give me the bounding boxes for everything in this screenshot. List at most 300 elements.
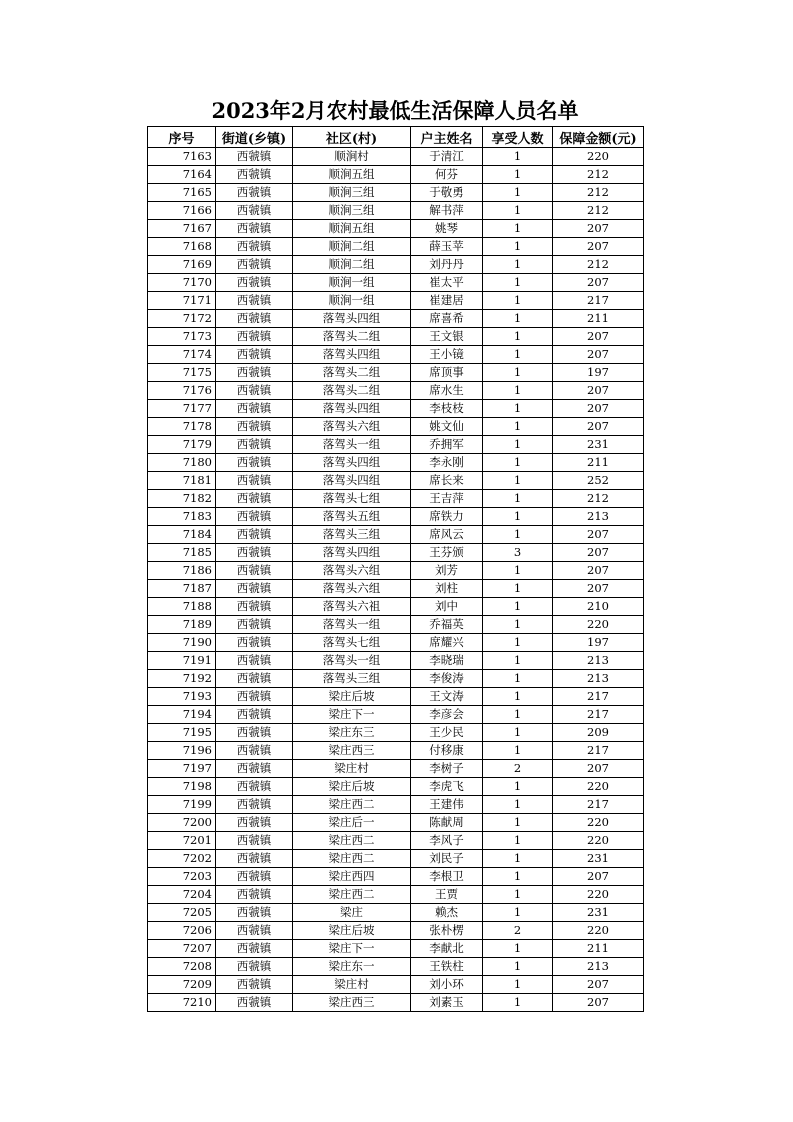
cell-householder: 李虎飞 bbox=[411, 778, 483, 796]
cell-community: 落驾头六组 bbox=[293, 418, 411, 436]
cell-householder: 王建伟 bbox=[411, 796, 483, 814]
cell-householder: 席风云 bbox=[411, 526, 483, 544]
cell-amount: 231 bbox=[553, 850, 644, 868]
cell-householder: 王文涛 bbox=[411, 688, 483, 706]
cell-householder: 解书萍 bbox=[411, 202, 483, 220]
cell-serial: 7169 bbox=[148, 256, 216, 274]
cell-serial: 7183 bbox=[148, 508, 216, 526]
cell-community: 梁庄西三 bbox=[293, 994, 411, 1012]
cell-serial: 7206 bbox=[148, 922, 216, 940]
table-row bbox=[148, 454, 644, 472]
cell-serial: 7189 bbox=[148, 616, 216, 634]
table-row bbox=[148, 544, 644, 562]
table-row bbox=[148, 580, 644, 598]
cell-community: 梁庄西二 bbox=[293, 850, 411, 868]
cell-amount: 213 bbox=[553, 958, 644, 976]
cell-amount: 207 bbox=[553, 544, 644, 562]
cell-householder: 李枝枝 bbox=[411, 400, 483, 418]
cell-amount: 211 bbox=[553, 454, 644, 472]
cell-street: 西虢镇 bbox=[216, 958, 293, 976]
cell-persons: 1 bbox=[483, 634, 553, 652]
cell-householder: 张朴楞 bbox=[411, 922, 483, 940]
cell-persons: 1 bbox=[483, 778, 553, 796]
cell-serial: 7187 bbox=[148, 580, 216, 598]
cell-persons: 1 bbox=[483, 436, 553, 454]
cell-street: 西虢镇 bbox=[216, 688, 293, 706]
cell-serial: 7188 bbox=[148, 598, 216, 616]
cell-serial: 7198 bbox=[148, 778, 216, 796]
table-row bbox=[148, 310, 644, 328]
cell-amount: 217 bbox=[553, 292, 644, 310]
cell-persons: 1 bbox=[483, 724, 553, 742]
cell-community: 梁庄后一 bbox=[293, 814, 411, 832]
cell-householder: 刘柱 bbox=[411, 580, 483, 598]
cell-serial: 7179 bbox=[148, 436, 216, 454]
cell-community: 落驾头四组 bbox=[293, 544, 411, 562]
cell-amount: 207 bbox=[553, 346, 644, 364]
cell-community: 落驾头四组 bbox=[293, 400, 411, 418]
header-row bbox=[148, 127, 644, 148]
cell-street: 西虢镇 bbox=[216, 526, 293, 544]
cell-serial: 7192 bbox=[148, 670, 216, 688]
cell-householder: 于敬勇 bbox=[411, 184, 483, 202]
cell-amount: 207 bbox=[553, 868, 644, 886]
cell-amount: 207 bbox=[553, 562, 644, 580]
cell-householder: 李根卫 bbox=[411, 868, 483, 886]
cell-serial: 7201 bbox=[148, 832, 216, 850]
cell-street: 西虢镇 bbox=[216, 202, 293, 220]
cell-serial: 7164 bbox=[148, 166, 216, 184]
table-row bbox=[148, 220, 644, 238]
cell-amount: 231 bbox=[553, 904, 644, 922]
cell-householder: 席喜希 bbox=[411, 310, 483, 328]
cell-street: 西虢镇 bbox=[216, 148, 293, 166]
cell-serial: 7205 bbox=[148, 904, 216, 922]
header-community: 社区(村) bbox=[293, 127, 411, 148]
cell-serial: 7184 bbox=[148, 526, 216, 544]
cell-amount: 207 bbox=[553, 976, 644, 994]
cell-persons: 1 bbox=[483, 706, 553, 724]
cell-street: 西虢镇 bbox=[216, 490, 293, 508]
cell-community: 顺涧二组 bbox=[293, 256, 411, 274]
table-row bbox=[148, 202, 644, 220]
cell-householder: 刘芳 bbox=[411, 562, 483, 580]
cell-amount: 207 bbox=[553, 382, 644, 400]
cell-serial: 7174 bbox=[148, 346, 216, 364]
cell-serial: 7199 bbox=[148, 796, 216, 814]
table-row bbox=[148, 382, 644, 400]
table-row bbox=[148, 724, 644, 742]
table-row bbox=[148, 940, 644, 958]
cell-street: 西虢镇 bbox=[216, 760, 293, 778]
cell-street: 西虢镇 bbox=[216, 436, 293, 454]
cell-amount: 213 bbox=[553, 670, 644, 688]
cell-street: 西虢镇 bbox=[216, 184, 293, 202]
cell-persons: 1 bbox=[483, 328, 553, 346]
roster-body bbox=[148, 148, 644, 1012]
table-row bbox=[148, 472, 644, 490]
cell-persons: 1 bbox=[483, 616, 553, 634]
cell-serial: 7173 bbox=[148, 328, 216, 346]
roster-table bbox=[147, 126, 644, 1012]
cell-serial: 7166 bbox=[148, 202, 216, 220]
cell-householder: 赖杰 bbox=[411, 904, 483, 922]
cell-householder: 刘中 bbox=[411, 598, 483, 616]
cell-householder: 李晓瑞 bbox=[411, 652, 483, 670]
cell-street: 西虢镇 bbox=[216, 706, 293, 724]
table-row bbox=[148, 238, 644, 256]
cell-householder: 乔福英 bbox=[411, 616, 483, 634]
cell-street: 西虢镇 bbox=[216, 868, 293, 886]
table-row bbox=[148, 850, 644, 868]
table-row bbox=[148, 904, 644, 922]
cell-persons: 1 bbox=[483, 490, 553, 508]
cell-amount: 207 bbox=[553, 418, 644, 436]
cell-persons: 1 bbox=[483, 652, 553, 670]
cell-street: 西虢镇 bbox=[216, 994, 293, 1012]
cell-householder: 席水生 bbox=[411, 382, 483, 400]
cell-street: 西虢镇 bbox=[216, 922, 293, 940]
table-row bbox=[148, 778, 644, 796]
cell-householder: 姚琴 bbox=[411, 220, 483, 238]
cell-amount: 207 bbox=[553, 994, 644, 1012]
cell-amount: 220 bbox=[553, 778, 644, 796]
cell-community: 落驾头一组 bbox=[293, 652, 411, 670]
cell-amount: 207 bbox=[553, 526, 644, 544]
cell-householder: 李彦会 bbox=[411, 706, 483, 724]
table-row bbox=[148, 256, 644, 274]
cell-amount: 211 bbox=[553, 310, 644, 328]
cell-street: 西虢镇 bbox=[216, 670, 293, 688]
cell-street: 西虢镇 bbox=[216, 310, 293, 328]
cell-householder: 李风子 bbox=[411, 832, 483, 850]
cell-amount: 212 bbox=[553, 490, 644, 508]
cell-householder: 何芬 bbox=[411, 166, 483, 184]
table-row bbox=[148, 688, 644, 706]
cell-serial: 7203 bbox=[148, 868, 216, 886]
cell-amount: 211 bbox=[553, 940, 644, 958]
cell-community: 落驾头七组 bbox=[293, 490, 411, 508]
cell-householder: 李俊涛 bbox=[411, 670, 483, 688]
table-row bbox=[148, 976, 644, 994]
cell-community: 顺涧三组 bbox=[293, 202, 411, 220]
cell-persons: 1 bbox=[483, 958, 553, 976]
cell-householder: 王文银 bbox=[411, 328, 483, 346]
table-row bbox=[148, 634, 644, 652]
cell-persons: 1 bbox=[483, 274, 553, 292]
cell-persons: 1 bbox=[483, 742, 553, 760]
table-row bbox=[148, 364, 644, 382]
cell-community: 顺涧一组 bbox=[293, 292, 411, 310]
cell-street: 西虢镇 bbox=[216, 346, 293, 364]
cell-community: 落驾头六祖 bbox=[293, 598, 411, 616]
cell-householder: 崔太平 bbox=[411, 274, 483, 292]
cell-street: 西虢镇 bbox=[216, 796, 293, 814]
cell-serial: 7177 bbox=[148, 400, 216, 418]
cell-community: 顺涧五组 bbox=[293, 220, 411, 238]
cell-amount: 207 bbox=[553, 238, 644, 256]
cell-street: 西虢镇 bbox=[216, 382, 293, 400]
table-row bbox=[148, 508, 644, 526]
cell-community: 落驾头四组 bbox=[293, 346, 411, 364]
cell-persons: 1 bbox=[483, 688, 553, 706]
cell-persons: 1 bbox=[483, 454, 553, 472]
cell-street: 西虢镇 bbox=[216, 562, 293, 580]
cell-community: 落驾头七组 bbox=[293, 634, 411, 652]
cell-community: 梁庄西三 bbox=[293, 742, 411, 760]
cell-street: 西虢镇 bbox=[216, 976, 293, 994]
cell-community: 落驾头四组 bbox=[293, 472, 411, 490]
cell-community: 落驾头二组 bbox=[293, 382, 411, 400]
table-row bbox=[148, 328, 644, 346]
cell-amount: 207 bbox=[553, 580, 644, 598]
cell-persons: 1 bbox=[483, 256, 553, 274]
cell-serial: 7210 bbox=[148, 994, 216, 1012]
cell-serial: 7170 bbox=[148, 274, 216, 292]
cell-street: 西虢镇 bbox=[216, 166, 293, 184]
cell-street: 西虢镇 bbox=[216, 598, 293, 616]
cell-persons: 3 bbox=[483, 544, 553, 562]
cell-community: 顺涧一组 bbox=[293, 274, 411, 292]
cell-householder: 刘小环 bbox=[411, 976, 483, 994]
cell-persons: 1 bbox=[483, 472, 553, 490]
cell-serial: 7168 bbox=[148, 238, 216, 256]
cell-amount: 220 bbox=[553, 832, 644, 850]
cell-street: 西虢镇 bbox=[216, 832, 293, 850]
cell-street: 西虢镇 bbox=[216, 850, 293, 868]
cell-householder: 王吉萍 bbox=[411, 490, 483, 508]
cell-householder: 崔建居 bbox=[411, 292, 483, 310]
cell-serial: 7175 bbox=[148, 364, 216, 382]
cell-community: 落驾头三组 bbox=[293, 670, 411, 688]
cell-householder: 刘素玉 bbox=[411, 994, 483, 1012]
cell-amount: 231 bbox=[553, 436, 644, 454]
cell-community: 梁庄 bbox=[293, 904, 411, 922]
cell-street: 西虢镇 bbox=[216, 418, 293, 436]
cell-amount: 252 bbox=[553, 472, 644, 490]
cell-persons: 1 bbox=[483, 976, 553, 994]
cell-street: 西虢镇 bbox=[216, 580, 293, 598]
cell-amount: 197 bbox=[553, 364, 644, 382]
cell-persons: 1 bbox=[483, 526, 553, 544]
cell-serial: 7209 bbox=[148, 976, 216, 994]
cell-community: 梁庄西二 bbox=[293, 886, 411, 904]
table-row bbox=[148, 418, 644, 436]
table-row bbox=[148, 184, 644, 202]
cell-amount: 217 bbox=[553, 742, 644, 760]
table-row bbox=[148, 994, 644, 1012]
cell-amount: 207 bbox=[553, 400, 644, 418]
cell-householder: 席铁力 bbox=[411, 508, 483, 526]
cell-householder: 刘丹丹 bbox=[411, 256, 483, 274]
cell-amount: 197 bbox=[553, 634, 644, 652]
cell-amount: 207 bbox=[553, 760, 644, 778]
cell-community: 落驾头四组 bbox=[293, 454, 411, 472]
table-row bbox=[148, 796, 644, 814]
cell-street: 西虢镇 bbox=[216, 544, 293, 562]
header-amount: 保障金额(元) bbox=[553, 127, 644, 148]
cell-householder: 李永刚 bbox=[411, 454, 483, 472]
cell-serial: 7167 bbox=[148, 220, 216, 238]
cell-community: 落驾头一组 bbox=[293, 616, 411, 634]
cell-amount: 212 bbox=[553, 166, 644, 184]
cell-amount: 220 bbox=[553, 922, 644, 940]
cell-persons: 1 bbox=[483, 886, 553, 904]
cell-householder: 席耀兴 bbox=[411, 634, 483, 652]
cell-street: 西虢镇 bbox=[216, 364, 293, 382]
table-row bbox=[148, 958, 644, 976]
table-row bbox=[148, 616, 644, 634]
cell-serial: 7207 bbox=[148, 940, 216, 958]
table-row bbox=[148, 346, 644, 364]
table-row bbox=[148, 652, 644, 670]
cell-amount: 217 bbox=[553, 796, 644, 814]
cell-persons: 2 bbox=[483, 922, 553, 940]
table-row bbox=[148, 148, 644, 166]
cell-community: 梁庄村 bbox=[293, 760, 411, 778]
cell-persons: 1 bbox=[483, 508, 553, 526]
cell-serial: 7195 bbox=[148, 724, 216, 742]
table-row bbox=[148, 670, 644, 688]
cell-street: 西虢镇 bbox=[216, 634, 293, 652]
cell-community: 落驾头二组 bbox=[293, 328, 411, 346]
cell-householder: 陈献周 bbox=[411, 814, 483, 832]
cell-serial: 7185 bbox=[148, 544, 216, 562]
table-row bbox=[148, 526, 644, 544]
cell-amount: 210 bbox=[553, 598, 644, 616]
cell-amount: 220 bbox=[553, 814, 644, 832]
cell-community: 顺涧五组 bbox=[293, 166, 411, 184]
table-row bbox=[148, 886, 644, 904]
cell-householder: 李献北 bbox=[411, 940, 483, 958]
cell-householder: 姚文仙 bbox=[411, 418, 483, 436]
cell-serial: 7178 bbox=[148, 418, 216, 436]
cell-street: 西虢镇 bbox=[216, 940, 293, 958]
cell-persons: 1 bbox=[483, 670, 553, 688]
cell-householder: 王少民 bbox=[411, 724, 483, 742]
cell-serial: 7180 bbox=[148, 454, 216, 472]
cell-persons: 1 bbox=[483, 832, 553, 850]
cell-amount: 213 bbox=[553, 508, 644, 526]
cell-persons: 1 bbox=[483, 166, 553, 184]
table-row bbox=[148, 400, 644, 418]
cell-householder: 王芬颁 bbox=[411, 544, 483, 562]
cell-serial: 7194 bbox=[148, 706, 216, 724]
cell-street: 西虢镇 bbox=[216, 292, 293, 310]
cell-street: 西虢镇 bbox=[216, 274, 293, 292]
table-row bbox=[148, 760, 644, 778]
table-row bbox=[148, 742, 644, 760]
cell-community: 梁庄东一 bbox=[293, 958, 411, 976]
cell-householder: 薛玉苹 bbox=[411, 238, 483, 256]
cell-persons: 1 bbox=[483, 148, 553, 166]
cell-amount: 212 bbox=[553, 256, 644, 274]
cell-householder: 席长来 bbox=[411, 472, 483, 490]
cell-persons: 2 bbox=[483, 760, 553, 778]
cell-householder: 王小镜 bbox=[411, 346, 483, 364]
cell-persons: 1 bbox=[483, 904, 553, 922]
cell-householder: 李树子 bbox=[411, 760, 483, 778]
cell-persons: 1 bbox=[483, 868, 553, 886]
cell-street: 西虢镇 bbox=[216, 454, 293, 472]
cell-community: 顺涧村 bbox=[293, 148, 411, 166]
cell-amount: 217 bbox=[553, 688, 644, 706]
cell-street: 西虢镇 bbox=[216, 886, 293, 904]
cell-community: 梁庄村 bbox=[293, 976, 411, 994]
cell-street: 西虢镇 bbox=[216, 328, 293, 346]
table-row bbox=[148, 292, 644, 310]
cell-community: 梁庄下一 bbox=[293, 940, 411, 958]
cell-persons: 1 bbox=[483, 400, 553, 418]
cell-persons: 1 bbox=[483, 220, 553, 238]
table-row bbox=[148, 436, 644, 454]
cell-serial: 7163 bbox=[148, 148, 216, 166]
cell-persons: 1 bbox=[483, 562, 553, 580]
cell-amount: 207 bbox=[553, 220, 644, 238]
header-serial: 序号 bbox=[148, 127, 216, 148]
cell-serial: 7191 bbox=[148, 652, 216, 670]
header-householder: 户主姓名 bbox=[411, 127, 483, 148]
cell-persons: 1 bbox=[483, 796, 553, 814]
cell-persons: 1 bbox=[483, 940, 553, 958]
cell-serial: 7172 bbox=[148, 310, 216, 328]
cell-community: 落驾头三组 bbox=[293, 526, 411, 544]
cell-serial: 7176 bbox=[148, 382, 216, 400]
cell-community: 顺涧三组 bbox=[293, 184, 411, 202]
cell-amount: 207 bbox=[553, 328, 644, 346]
cell-householder: 乔拥军 bbox=[411, 436, 483, 454]
cell-street: 西虢镇 bbox=[216, 778, 293, 796]
cell-street: 西虢镇 bbox=[216, 742, 293, 760]
cell-community: 落驾头六组 bbox=[293, 562, 411, 580]
table-row bbox=[148, 868, 644, 886]
cell-street: 西虢镇 bbox=[216, 724, 293, 742]
cell-serial: 7181 bbox=[148, 472, 216, 490]
cell-community: 梁庄东三 bbox=[293, 724, 411, 742]
cell-amount: 212 bbox=[553, 202, 644, 220]
cell-persons: 1 bbox=[483, 850, 553, 868]
table-row bbox=[148, 706, 644, 724]
cell-persons: 1 bbox=[483, 346, 553, 364]
cell-street: 西虢镇 bbox=[216, 238, 293, 256]
cell-amount: 217 bbox=[553, 706, 644, 724]
table-row bbox=[148, 274, 644, 292]
table-row bbox=[148, 832, 644, 850]
cell-street: 西虢镇 bbox=[216, 652, 293, 670]
document-title: 2023年2月农村最低生活保障人员名单 bbox=[211, 98, 579, 123]
cell-amount: 213 bbox=[553, 652, 644, 670]
cell-householder: 刘民子 bbox=[411, 850, 483, 868]
cell-community: 梁庄西二 bbox=[293, 832, 411, 850]
cell-serial: 7165 bbox=[148, 184, 216, 202]
cell-street: 西虢镇 bbox=[216, 904, 293, 922]
header-street: 街道(乡镇) bbox=[216, 127, 293, 148]
cell-community: 梁庄下一 bbox=[293, 706, 411, 724]
cell-amount: 207 bbox=[553, 274, 644, 292]
cell-persons: 1 bbox=[483, 418, 553, 436]
cell-amount: 220 bbox=[553, 148, 644, 166]
cell-amount: 209 bbox=[553, 724, 644, 742]
cell-street: 西虢镇 bbox=[216, 616, 293, 634]
cell-amount: 220 bbox=[553, 886, 644, 904]
header-persons: 享受人数 bbox=[483, 127, 553, 148]
cell-community: 顺涧二组 bbox=[293, 238, 411, 256]
cell-householder: 王贾 bbox=[411, 886, 483, 904]
table-row bbox=[148, 814, 644, 832]
cell-serial: 7202 bbox=[148, 850, 216, 868]
table-row bbox=[148, 562, 644, 580]
cell-street: 西虢镇 bbox=[216, 220, 293, 238]
